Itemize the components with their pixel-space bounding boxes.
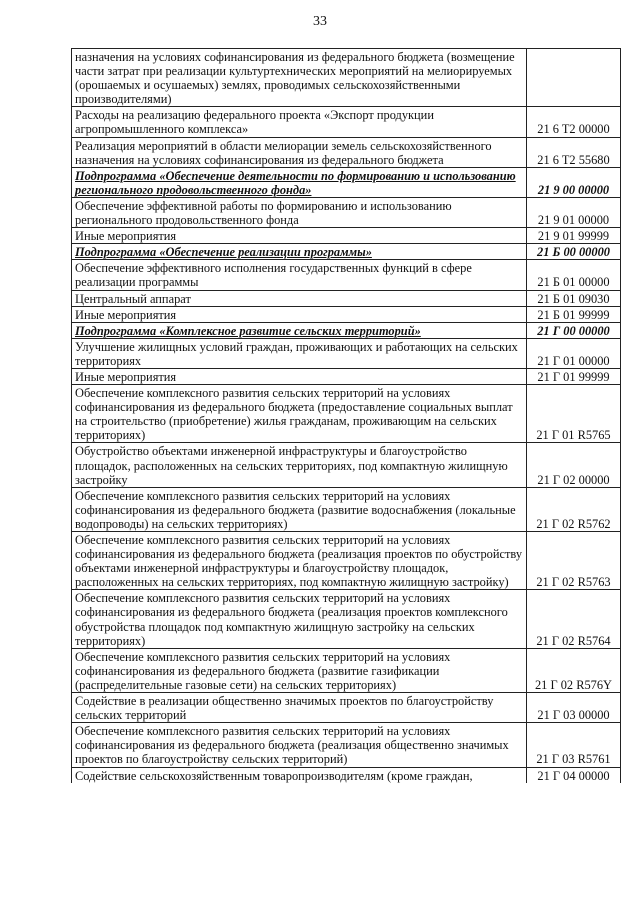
page-number: 33 (313, 14, 327, 29)
row-code: 21 Г 02 R5762 (527, 487, 621, 531)
table-row (72, 228, 621, 244)
row-code: 21 Г 01 R5765 (527, 385, 621, 443)
table-row (72, 767, 621, 783)
row-code: 21 Г 02 R5763 (527, 532, 621, 590)
row-code (527, 49, 621, 107)
row-description: Обеспечение комплексного развития сельских территорий на условиях софинансирования из федерального бюджета (реализация проектов комплексного обустройства площадок под компактную жилищную застройку на сельских территориях) (72, 590, 527, 648)
table-row (72, 648, 621, 692)
row-description: Иные мероприятия (72, 228, 527, 244)
row-code: 21 6 T2 00000 (527, 107, 621, 137)
row-description: Обустройство объектами инженерной инфраструктуры и благоустройство площадок, расположенных на сельских территориях, под компактную жилищную застройку (72, 443, 527, 487)
row-description: Иные мероприятия (72, 306, 527, 322)
table-row (72, 137, 621, 167)
row-description: Обеспечение эффективной работы по формированию и использованию регионального продовольственного фонда (72, 197, 527, 227)
row-description: Обеспечение комплексного развития сельских территорий на условиях софинансирования из федерального бюджета (реализация проектов по обустройству объектами инженерной инфраструктуры и благоустройству площадок, расположенных на сельских территориях, под компактную жилищную застройку) (72, 532, 527, 590)
table-row (72, 322, 621, 338)
table-row (72, 443, 621, 487)
row-code: 21 Г 04 00000 (527, 767, 621, 783)
row-code: 21 Г 01 99999 (527, 368, 621, 384)
table-row (72, 244, 621, 260)
row-description: Реализация мероприятий в области мелиорации земель сельскохозяйственного назначения на условиях софинансирования из федерального бюджета (72, 137, 527, 167)
row-description: Иные мероприятия (72, 368, 527, 384)
row-description: Подпрограмма «Обеспечение реализации программы» (72, 244, 527, 260)
table-row (72, 290, 621, 306)
row-description: Содействие сельскохозяйственным товаропроизводителям (кроме граждан, (72, 767, 527, 783)
table-row (72, 306, 621, 322)
budget-classification-table (71, 48, 621, 783)
row-code: 21 9 00 00000 (527, 167, 621, 197)
row-description: Обеспечение комплексного развития сельских территорий на условиях софинансирования из федерального бюджета (развитие водоснабжения (локальные водопроводы) на сельских территориях) (72, 487, 527, 531)
row-description: Содействие в реализации общественно значимых проектов по благоустройству сельских территорий (72, 693, 527, 723)
row-description: Улучшение жилищных условий граждан, проживающих и работающих на сельских территориях (72, 338, 527, 368)
row-code: 21 Г 00 00000 (527, 322, 621, 338)
row-description: назначения на условиях софинансирования из федерального бюджета (возмещение части затрат при реализации культуртехнических мероприятий на мелиорируемых (орошаемых и осушаемых) землях, проводимых сельскохозяйственными производителями) (72, 49, 527, 107)
table-row (72, 260, 621, 290)
row-code: 21 Б 01 99999 (527, 306, 621, 322)
table-row (72, 590, 621, 648)
row-code: 21 Б 00 00000 (527, 244, 621, 260)
row-code: 21 Г 02 R5764 (527, 590, 621, 648)
row-description: Центральный аппарат (72, 290, 527, 306)
row-code: 21 Г 02 00000 (527, 443, 621, 487)
table-row (72, 49, 621, 107)
table-row (72, 532, 621, 590)
row-code: 21 Г 03 00000 (527, 693, 621, 723)
table-row (72, 167, 621, 197)
table-row (72, 487, 621, 531)
row-code: 21 Г 02 R576Y (527, 648, 621, 692)
row-description: Обеспечение эффективного исполнения государственных функций в сфере реализации программы (72, 260, 527, 290)
table-row (72, 197, 621, 227)
row-description: Обеспечение комплексного развития сельских территорий на условиях софинансирования из федерального бюджета (развитие газификации (распределительные газовые сети) на сельских территориях) (72, 648, 527, 692)
row-description: Подпрограмма «Обеспечение деятельности по формированию и использованию регионального продовольственного фонда» (72, 167, 527, 197)
row-description: Подпрограмма «Комплексное развитие сельских территорий» (72, 322, 527, 338)
table-row (72, 338, 621, 368)
row-description: Расходы на реализацию федерального проекта «Экспорт продукции агропромышленного комплекса» (72, 107, 527, 137)
row-description: Обеспечение комплексного развития сельских территорий на условиях софинансирования из федерального бюджета (реализация общественно значимых проектов по благоустройству сельских территорий) (72, 723, 527, 767)
table-row (72, 385, 621, 443)
row-code: 21 Г 03 R5761 (527, 723, 621, 767)
row-code: 21 9 01 99999 (527, 228, 621, 244)
row-description: Обеспечение комплексного развития сельских территорий на условиях софинансирования из федерального бюджета (предоставление социальных выплат на строительство (приобретение) жилья гражданам, проживающим на сельских территориях) (72, 385, 527, 443)
table-row (72, 368, 621, 384)
row-code: 21 Б 01 09030 (527, 290, 621, 306)
row-code: 21 Г 01 00000 (527, 338, 621, 368)
table-body (72, 49, 621, 783)
table-row (72, 693, 621, 723)
table-row (72, 107, 621, 137)
table-row (72, 723, 621, 767)
row-code: 21 Б 01 00000 (527, 260, 621, 290)
row-code: 21 6 T2 55680 (527, 137, 621, 167)
row-code: 21 9 01 00000 (527, 197, 621, 227)
